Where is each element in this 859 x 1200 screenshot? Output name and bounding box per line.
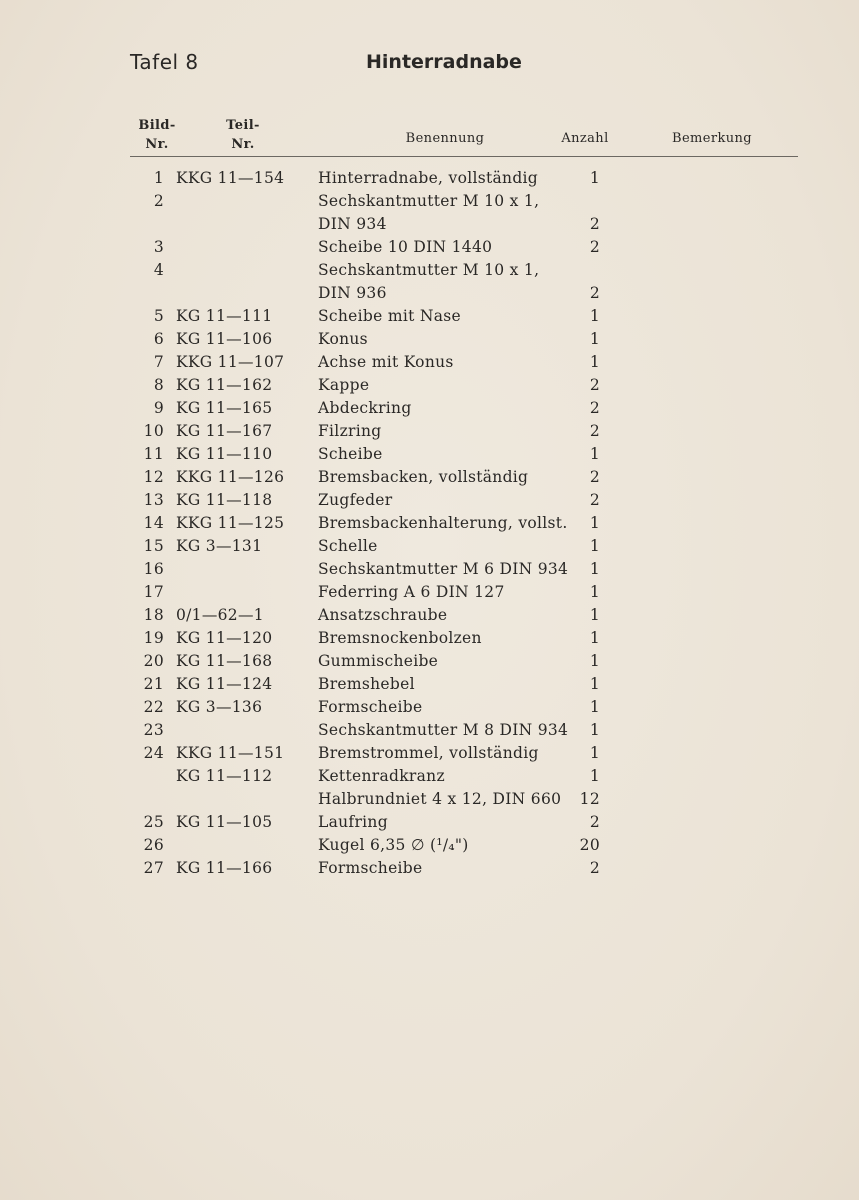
cell-bild-nr: 15: [143, 537, 164, 555]
cell-teil-nr: KG 11—162: [176, 376, 273, 394]
cell-bild-nr: 25: [143, 813, 164, 831]
parts-list: [0, 167, 859, 880]
cell-benennung: Hinterradnabe, vollständig: [318, 169, 539, 187]
cell-bild-nr: 13: [143, 491, 164, 509]
table-row: [0, 719, 859, 742]
cell-benennung: Scheibe mit Nase: [318, 307, 461, 325]
cell-teil-nr: KG 11—165: [176, 399, 273, 417]
cell-bild-nr: 3: [153, 238, 164, 256]
cell-bild-nr: 23: [143, 721, 164, 739]
cell-bild-nr: 9: [153, 399, 164, 417]
table-row: [0, 558, 859, 581]
cell-bild-nr: 4: [153, 261, 164, 279]
cell-bild-nr: 12: [143, 468, 164, 486]
table-row: [0, 305, 859, 328]
table-row: [0, 627, 859, 650]
cell-bild-nr: 17: [143, 583, 164, 601]
column-header-teil-line2: Nr.: [231, 137, 255, 152]
cell-benennung: Bremshebel: [318, 675, 415, 693]
column-header-benennung: Benennung: [405, 131, 485, 146]
cell-anzahl: 2: [589, 491, 600, 509]
cell-teil-nr: KG 11—112: [176, 767, 273, 785]
table-row: [0, 190, 859, 213]
cell-teil-nr: KKG 11—154: [176, 169, 285, 187]
cell-bild-nr: 16: [143, 560, 164, 578]
cell-anzahl: 1: [589, 445, 600, 463]
cell-anzahl: 1: [589, 767, 600, 785]
cell-benennung: Scheibe: [318, 445, 383, 463]
cell-teil-nr: KKG 11—125: [176, 514, 285, 532]
column-header-bild-line2: Nr.: [145, 137, 169, 152]
cell-teil-nr: KG 11—124: [176, 675, 273, 693]
column-header-bild-line1: Bild-: [138, 118, 176, 133]
cell-anzahl: 1: [589, 606, 600, 624]
cell-anzahl: 1: [589, 721, 600, 739]
table-row: [0, 420, 859, 443]
cell-bild-nr: 24: [143, 744, 164, 762]
cell-benennung: Bremsbackenhalterung, vollst.: [318, 514, 568, 532]
cell-teil-nr: KG 11—111: [176, 307, 273, 325]
table-row: [0, 811, 859, 834]
column-header-bild: [132, 116, 182, 154]
column-header-bemerkung: Bemerkung: [671, 131, 753, 146]
cell-teil-nr: KG 11—106: [176, 330, 273, 348]
cell-benennung: Sechskantmutter M 6 DIN 934: [318, 560, 569, 578]
cell-anzahl: 1: [589, 698, 600, 716]
cell-benennung: Filzring: [318, 422, 382, 440]
cell-bild-nr: 1: [153, 169, 164, 187]
table-row: [0, 604, 859, 627]
table-row: [0, 236, 859, 259]
cell-benennung: Halbrundniet 4 x 12, DIN 660: [318, 790, 562, 808]
cell-anzahl: 2: [589, 468, 600, 486]
cell-bild-nr: 27: [143, 859, 164, 877]
column-header-teil: [218, 116, 268, 154]
cell-anzahl: 1: [589, 330, 600, 348]
cell-teil-nr: KG 11—118: [176, 491, 273, 509]
cell-benennung: Kettenradkranz: [318, 767, 445, 785]
cell-bild-nr: 7: [153, 353, 164, 371]
table-row: [0, 742, 859, 765]
table-row: [0, 535, 859, 558]
cell-teil-nr: 0/1—62—1: [176, 606, 264, 624]
cell-bild-nr: 10: [143, 422, 164, 440]
table-row: [0, 213, 859, 236]
table-row: [0, 351, 859, 374]
cell-benennung: Scheibe 10 DIN 1440: [318, 238, 493, 256]
cell-benennung: Federring A 6 DIN 127: [318, 583, 505, 601]
cell-teil-nr: KG 11—110: [176, 445, 273, 463]
cell-teil-nr: KKG 11—126: [176, 468, 285, 486]
cell-bild-nr: 2: [153, 192, 164, 210]
cell-benennung: Bremsnockenbolzen: [318, 629, 482, 647]
cell-benennung: Kugel 6,35 ∅ (¹/₄"): [318, 836, 469, 854]
cell-bild-nr: 14: [143, 514, 164, 532]
cell-anzahl: 1: [589, 169, 600, 187]
cell-anzahl: 1: [589, 353, 600, 371]
cell-benennung: Kappe: [318, 376, 370, 394]
cell-teil-nr: KKG 11—151: [176, 744, 285, 762]
cell-benennung: Bremsbacken, vollständig: [318, 468, 529, 486]
cell-anzahl: 2: [589, 284, 600, 302]
table-row: [0, 466, 859, 489]
cell-anzahl: 2: [589, 422, 600, 440]
table-row: [0, 282, 859, 305]
table-row: [0, 765, 859, 788]
cell-bild-nr: 11: [143, 445, 164, 463]
cell-teil-nr: KG 3—136: [176, 698, 263, 716]
cell-bild-nr: 8: [153, 376, 164, 394]
cell-benennung: Achse mit Konus: [318, 353, 454, 371]
cell-anzahl: 2: [589, 399, 600, 417]
cell-teil-nr: KG 11—166: [176, 859, 273, 877]
table-row: [0, 443, 859, 466]
table-row: [0, 696, 859, 719]
cell-teil-nr: KG 11—168: [176, 652, 273, 670]
table-row: [0, 167, 859, 190]
cell-anzahl: 1: [589, 652, 600, 670]
cell-anzahl: 1: [589, 307, 600, 325]
cell-anzahl: 1: [589, 537, 600, 555]
cell-bild-nr: 6: [153, 330, 164, 348]
cell-benennung: Bremstrommel, vollständig: [318, 744, 539, 762]
table-row: [0, 834, 859, 857]
cell-benennung: Formscheibe: [318, 698, 423, 716]
cell-benennung: DIN 934: [318, 215, 387, 233]
cell-anzahl: 1: [589, 744, 600, 762]
cell-anzahl: 1: [589, 583, 600, 601]
cell-benennung: DIN 936: [318, 284, 387, 302]
cell-bild-nr: 18: [143, 606, 164, 624]
column-header-anzahl: Anzahl: [561, 131, 609, 146]
cell-benennung: Sechskantmutter M 10 x 1,: [318, 192, 540, 210]
cell-bild-nr: 22: [143, 698, 164, 716]
cell-teil-nr: KG 11—167: [176, 422, 273, 440]
cell-anzahl: 2: [589, 376, 600, 394]
table-row: [0, 673, 859, 696]
cell-teil-nr: KG 11—105: [176, 813, 273, 831]
cell-bild-nr: 21: [143, 675, 164, 693]
cell-anzahl: 1: [589, 629, 600, 647]
cell-anzahl: 20: [579, 836, 600, 854]
table-row: [0, 259, 859, 282]
cell-benennung: Gummischeibe: [318, 652, 439, 670]
cell-benennung: Formscheibe: [318, 859, 423, 877]
cell-teil-nr: KG 11—120: [176, 629, 273, 647]
header-divider: [130, 156, 798, 157]
table-row: [0, 857, 859, 880]
cell-bild-nr: 19: [143, 629, 164, 647]
cell-benennung: Ansatzschraube: [318, 606, 448, 624]
column-header-teil-line1: Teil-: [226, 118, 260, 133]
plate-number: Tafel 8: [130, 50, 199, 74]
cell-anzahl: 2: [589, 215, 600, 233]
cell-benennung: Zugfeder: [318, 491, 393, 509]
cell-anzahl: 1: [589, 675, 600, 693]
cell-benennung: Schelle: [318, 537, 378, 555]
cell-benennung: Abdeckring: [318, 399, 412, 417]
cell-bild-nr: 26: [143, 836, 164, 854]
cell-benennung: Sechskantmutter M 8 DIN 934: [318, 721, 569, 739]
table-row: [0, 581, 859, 604]
cell-anzahl: 1: [589, 560, 600, 578]
table-row: [0, 512, 859, 535]
table-row: [0, 788, 859, 811]
cell-benennung: Sechskantmutter M 10 x 1,: [318, 261, 540, 279]
table-row: [0, 489, 859, 512]
table-row: [0, 374, 859, 397]
table-row: [0, 650, 859, 673]
table-row: [0, 328, 859, 351]
cell-teil-nr: KG 3—131: [176, 537, 263, 555]
cell-benennung: Laufring: [318, 813, 388, 831]
cell-anzahl: 2: [589, 813, 600, 831]
page-title: Hinterradnabe: [366, 51, 522, 73]
cell-anzahl: 2: [589, 238, 600, 256]
cell-bild-nr: 20: [143, 652, 164, 670]
cell-bild-nr: 5: [153, 307, 164, 325]
table-row: [0, 397, 859, 420]
cell-benennung: Konus: [318, 330, 368, 348]
cell-anzahl: 1: [589, 514, 600, 532]
cell-anzahl: 12: [579, 790, 600, 808]
cell-teil-nr: KKG 11—107: [176, 353, 285, 371]
cell-anzahl: 2: [589, 859, 600, 877]
